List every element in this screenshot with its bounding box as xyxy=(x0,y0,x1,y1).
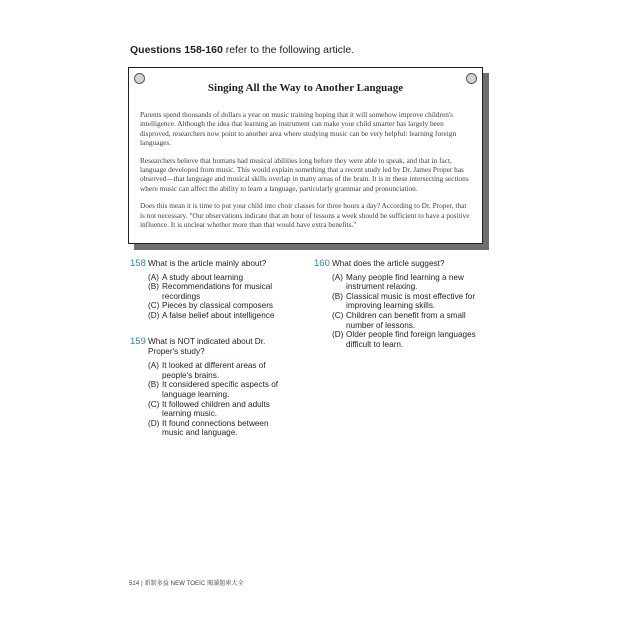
option-d[interactable]: (D) It found connections between music and language. xyxy=(148,418,269,438)
option-b[interactable]: (B) Recommendations for musical recordings xyxy=(148,282,273,301)
options-list xyxy=(148,273,290,321)
option-d[interactable]: (D) A false belief about intelligence xyxy=(148,310,275,320)
option-c[interactable]: (C) Pieces by classical composers xyxy=(148,301,274,311)
article-title: Singing All the Way to Another Language xyxy=(207,82,404,94)
heading-rest: refer to the following article. xyxy=(222,44,355,56)
article-body xyxy=(140,110,472,237)
question-stem: What is the article mainly about? xyxy=(148,259,267,268)
option-a[interactable]: (A) A study about learning xyxy=(148,272,244,282)
question-range: Questions 158-160 xyxy=(130,44,223,56)
page-footer: 514 | 新制多益 NEW TOEIC 閱讀題庫大全 xyxy=(129,581,244,587)
question-159 xyxy=(130,337,310,438)
option-b[interactable]: (B) Classical music is most effective for improving learning skills. xyxy=(332,291,476,311)
article-paragraph: Researchers believe that humans had musical abilities long before they were able to speak, and that in fact, language developed from music. This would explain something that a recent study led by Dr. James Proper has observed—that language and musical skills overlap in many areas of the brain. It is in these intersecting sections where music can affect the ability to learn a language, particularly grammar and pronunciation. xyxy=(140,155,469,193)
question-stem: What does the article suggest? xyxy=(332,259,445,268)
option-a[interactable]: (A) Many people find learning a new instrument relaxing. xyxy=(332,272,464,292)
option-c[interactable]: (C) Children can benefit from a small number of lessons. xyxy=(332,310,466,330)
question-stem: What is NOT indicated about Dr. Proper's study? xyxy=(148,337,266,356)
article-paragraph: Does this mean it is time to put your child into choir classes for three hours a day? According to Dr. Proper, that is not necessary. "Our observations indicate that an hour of lessons a week should be sufficient to have a positive influence. It is unclear whether more than that would have extra benefits." xyxy=(140,201,470,230)
question-160 xyxy=(314,259,494,349)
questions-heading xyxy=(130,44,354,56)
article-paragraph: Parents spend thousands of dollars a year on music training hoping that it will somehow improve children's intelligence. Although the idea that learning an instrument can make your child smarter has largely been disproved, researchers now point to another area where studying music can be very helpful: learning foreign languages. xyxy=(140,110,457,148)
question-number: 159 xyxy=(130,336,146,347)
question-number: 158 xyxy=(130,258,146,269)
question-158 xyxy=(130,259,290,321)
options-list xyxy=(332,273,494,350)
options-list xyxy=(148,361,290,438)
option-a[interactable]: (A) It looked at different areas of people's brains. xyxy=(148,361,266,380)
option-b[interactable]: (B) It considered specific aspects of language learning. xyxy=(148,380,279,399)
option-c[interactable]: (C) It followed children and adults learning music. xyxy=(148,399,270,419)
article-card xyxy=(128,67,483,244)
question-number: 160 xyxy=(314,258,330,269)
option-d[interactable]: (D) Older people find foreign languages difficult to learn. xyxy=(332,330,476,349)
